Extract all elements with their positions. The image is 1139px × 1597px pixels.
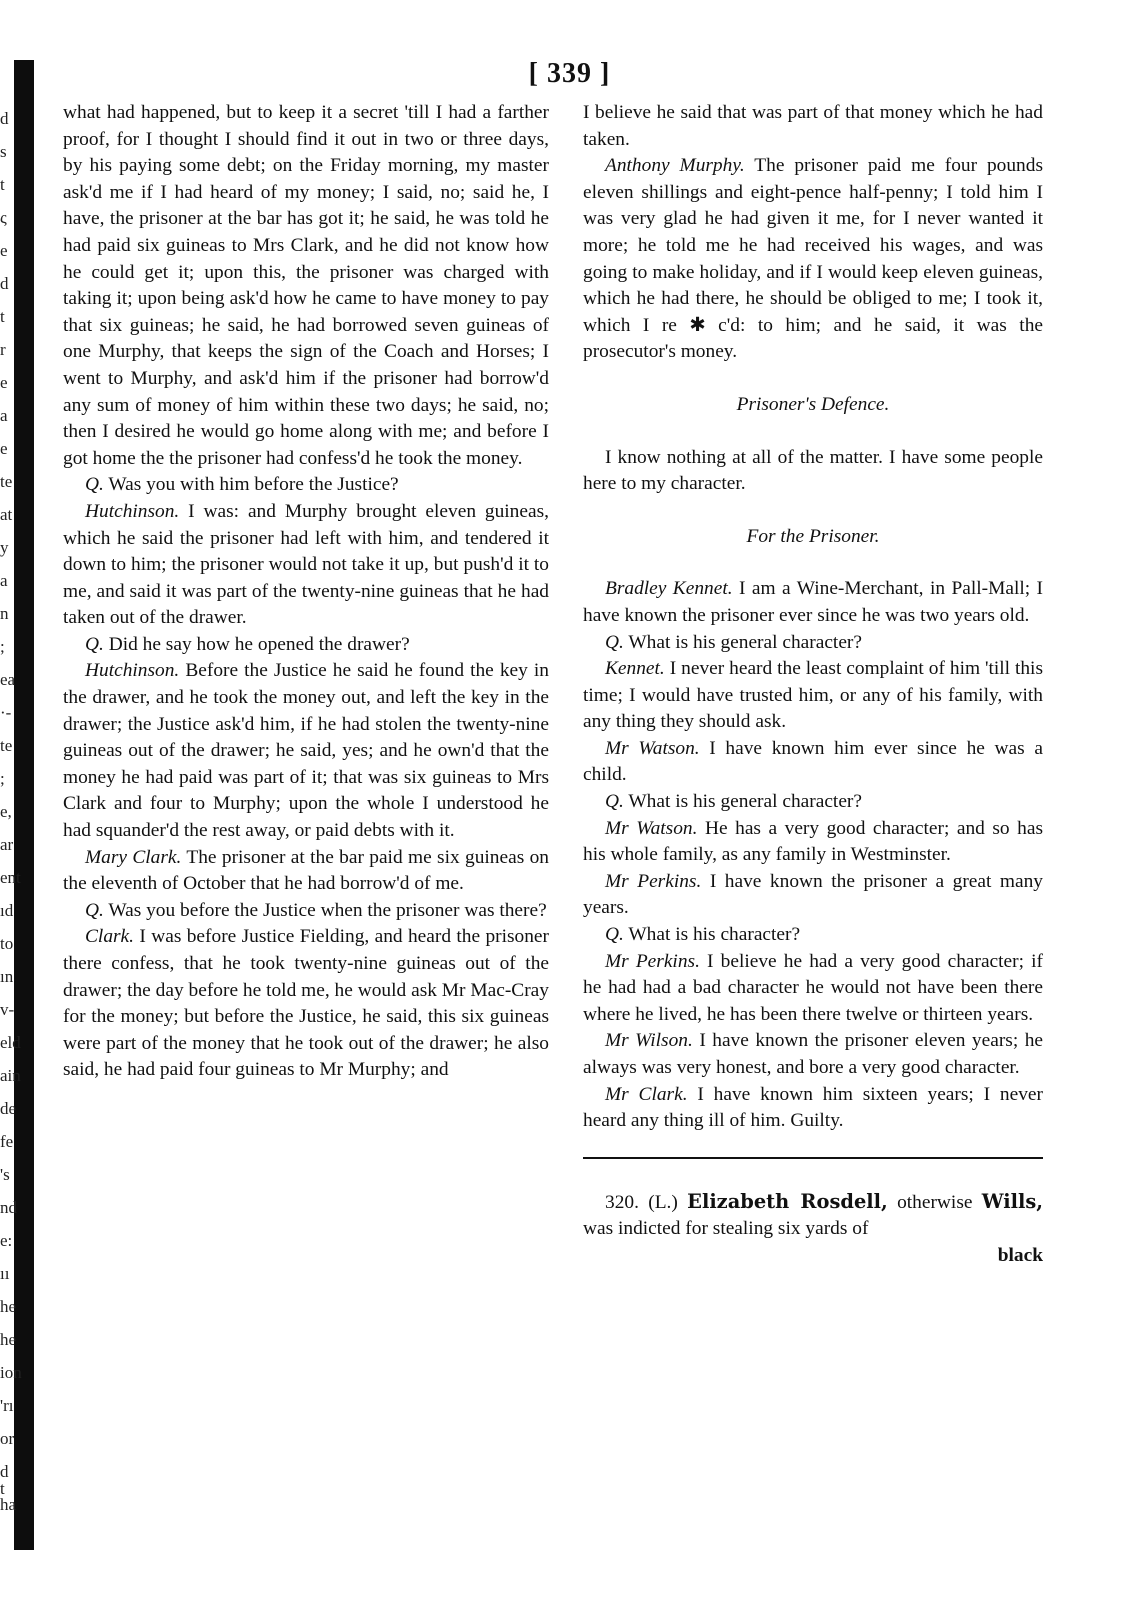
paragraph-text: Was you before the Justice when the prisoner was there? xyxy=(103,899,547,921)
edge-fragment: ıı xyxy=(0,1264,10,1283)
paragraph-text: I have known the prisoner a great many years. xyxy=(583,870,1043,919)
paragraph-text: I never heard the least complaint of him 'till this time; I would have trusted him, or any of his family, with any thing they should ask. xyxy=(583,658,1043,733)
speaker-name: Mr Clark. xyxy=(605,1083,688,1105)
paragraph-text: The prisoner at the bar paid me six guineas on the eleventh of October that he had borrow'd of me. xyxy=(63,846,549,895)
speaker-name: Q. xyxy=(85,633,104,655)
defendant-name: Elizabeth Rosdell, xyxy=(687,1189,888,1213)
case-text-1: otherwise xyxy=(887,1191,973,1213)
testimony-paragraph xyxy=(63,472,549,499)
edge-fragment: ; xyxy=(0,637,5,656)
for-prisoner-heading: For the Prisoner. xyxy=(746,525,880,547)
edge-fragment: t xyxy=(0,307,5,326)
speaker-name: Q. xyxy=(85,899,104,921)
case-divider xyxy=(583,1157,1043,1159)
edge-fragment: ς xyxy=(0,208,7,227)
edge-fragment: ıd xyxy=(0,901,14,920)
paragraph-text: What is his character? xyxy=(623,924,801,946)
testimony-paragraph xyxy=(583,922,1043,949)
testimony-paragraph xyxy=(583,100,1043,153)
testimony-paragraph xyxy=(583,869,1043,922)
speaker-name: Hutchinson. xyxy=(85,500,180,522)
edge-fragment: e xyxy=(0,439,8,458)
left-column xyxy=(63,100,549,1084)
paragraph-text: I was: and Murphy brought eleven guineas, which he said the prisoner had left with him, and tendered it down to him; the prisoner would not take it up, but push'd it to me, and said it was part of the twenty-nine guineas that he had taken out of the drawer. xyxy=(63,500,549,629)
testimony-paragraph xyxy=(583,656,1043,736)
paragraph-text: The prisoner paid me four pounds eleven shillings and eight-pence half-penny; I told him I was very glad he had given it me, for I never wanted it more; he told me he had received his wages, and was going to make holiday, and if I would keep eleven guineas, which he had there, he should be obliged to me; I took it, which I re ✱ c'd: to him; and he said, it was the prosecutor's money. xyxy=(583,155,1043,363)
speaker-name: Bradley Kennet. xyxy=(605,578,733,600)
edge-fragment: te xyxy=(0,472,13,491)
defence-heading: Prisoner's Defence. xyxy=(736,393,890,415)
edge-fragment: eld xyxy=(0,1033,21,1052)
edge-fragment: or xyxy=(0,1429,15,1448)
case-number: 320. (L.) xyxy=(605,1191,678,1213)
edge-fragment: ea xyxy=(0,670,16,689)
testimony-paragraph xyxy=(63,898,549,925)
edge-fragment: 's xyxy=(0,1165,10,1184)
paragraph-text: Before the Justice he said he found the key in the drawer, and he took the money out, and left the key in the drawer; the Justice ask'd him, if he had stolen the twenty-nine guineas out of the drawer; he said, yes; and he own'd that the money he had paid was part of it; that was six guineas to Mrs Clark and four to Murphy; upon the whole I understood he had squander'd the rest away, or paid debts with it. xyxy=(63,660,549,842)
edge-fragment: t xyxy=(0,175,5,194)
defence-text: I know nothing at all of the matter. I have some people here to my character. xyxy=(583,446,1043,495)
edge-fragment: s xyxy=(0,142,7,161)
edge-fragment: nd xyxy=(0,1198,17,1217)
paragraph-text: I have known him sixteen years; I never heard any thing ill of him. Guilty. xyxy=(583,1083,1043,1132)
edge-fragment: fe xyxy=(0,1132,14,1151)
testimony-paragraph xyxy=(583,816,1043,869)
testimony-paragraph xyxy=(63,100,549,472)
paragraph-text: I was before Justice Fielding, and heard the prisoner there confess, that he took twenty-nine guineas out of the drawer; the day before he told me, he would ask Mr Mac-Cray for the money; but before the Justice, he said, this six guineas were part of the money that he took out of the drawer; he also said, he had paid four guineas to Mr Murphy; and xyxy=(63,926,549,1081)
speaker-name: Q. xyxy=(605,631,624,653)
edge-fragment: e: xyxy=(0,1231,13,1250)
speaker-name: Clark. xyxy=(85,926,135,948)
paragraph-text: I believe he had a very good character; if he had had a bad character he would not have been there where he lived, he has been there twelve or thirteen years. xyxy=(583,950,1043,1025)
edge-fragment: r xyxy=(0,340,6,359)
testimony-paragraph xyxy=(583,736,1043,789)
paragraph-text: I am a Wine-Merchant, in Pall-Mall; I have known the prisoner ever since he was two years old. xyxy=(583,578,1043,626)
paragraph-text: Did he say how he opened the drawer? xyxy=(103,633,410,655)
right-column xyxy=(583,100,1043,1270)
edge-fragment: to xyxy=(0,934,14,953)
edge-fragment: d xyxy=(0,109,9,128)
edge-fragment: te xyxy=(0,736,13,755)
edge-fragment: a xyxy=(0,571,8,590)
edge-fragment: at xyxy=(0,505,13,524)
paragraph-text: Was you with him before the Justice? xyxy=(103,474,399,496)
defendant-alias: Wills, xyxy=(981,1189,1043,1213)
binding-shadow xyxy=(14,60,34,1550)
testimony-paragraph xyxy=(63,499,549,632)
new-case-entry xyxy=(583,1189,1043,1243)
paragraph-text: What is his general character? xyxy=(623,791,862,813)
page-number: [ 339 ] xyxy=(528,58,611,89)
case-text-2: was indicted for stealing six yards of xyxy=(583,1218,869,1240)
edge-fragment: he xyxy=(0,1330,17,1349)
paragraph-text: I have known him ever since he was a child. xyxy=(583,737,1043,786)
speaker-name: Mr Watson. xyxy=(605,737,700,759)
speaker-name: Anthony Murphy. xyxy=(605,155,745,177)
edge-fragment: n xyxy=(0,604,9,623)
edge-fragment: 'rı xyxy=(0,1396,14,1415)
edge-fragment: ; xyxy=(0,769,5,788)
edge-fragment: ın xyxy=(0,967,14,986)
paragraph-text: What is his general character? xyxy=(623,631,862,653)
edge-fragment: d xyxy=(0,274,9,293)
edge-fragment: e xyxy=(0,373,8,392)
testimony-paragraph xyxy=(63,658,549,844)
testimony-paragraph xyxy=(583,630,1043,657)
speaker-name: Q. xyxy=(605,791,624,813)
catchword: black xyxy=(997,1244,1043,1266)
speaker-name: Mr Wilson. xyxy=(605,1030,693,1052)
edge-fragment: de xyxy=(0,1099,17,1118)
paragraph-text: I believe he said that was part of that money which he had taken. xyxy=(583,102,1043,150)
edge-fragment: ·- xyxy=(0,703,12,722)
speaker-name: Q. xyxy=(605,924,624,946)
edge-fragment: d t xyxy=(0,1462,9,1498)
testimony-paragraph xyxy=(63,632,549,659)
speaker-name: Mr Watson. xyxy=(605,817,698,839)
edge-fragment: e, xyxy=(0,802,12,821)
edge-fragment: e xyxy=(0,241,8,260)
adjacent-page-fragments xyxy=(0,109,22,1550)
edge-fragment: ent xyxy=(0,868,21,887)
speaker-name: Mr Perkins. xyxy=(605,950,700,972)
edge-fragment: ar xyxy=(0,835,14,854)
testimony-paragraph xyxy=(583,1082,1043,1135)
speaker-name: Q. xyxy=(85,474,104,496)
speaker-name: Kennet. xyxy=(605,658,665,680)
edge-fragment: he xyxy=(0,1297,17,1316)
testimony-paragraph xyxy=(63,845,549,898)
testimony-paragraph xyxy=(583,789,1043,816)
testimony-paragraph xyxy=(583,949,1043,1029)
paragraph-text: He has a very good character; and so has his whole family, as any family in Westminster. xyxy=(583,817,1043,866)
speaker-name: Mr Perkins. xyxy=(605,870,702,892)
testimony-paragraph xyxy=(583,153,1043,366)
testimony-paragraph xyxy=(583,1028,1043,1081)
edge-fragment: ion xyxy=(0,1363,22,1382)
paragraph-text: I have known the prisoner eleven years; he always was very honest, and bore a very good character. xyxy=(583,1030,1043,1078)
speaker-name: Hutchinson. xyxy=(85,660,180,682)
paragraph-text: what had happened, but to keep it a secret 'till I had a farther proof, for I thought I should find it out in two or three days, by his paying some debt; on the Friday morning, my master ask'd me if I had heard of my money; I said, no; said he, I have, the prisoner at the bar has got it; he said, he was told he had paid six guineas to Mrs Clark, and he did not know how he could get it; upon this, the prisoner was charged with taking it; upon being ask'd how he came to have money to pay that six guineas; he said, he had borrowed seven guineas of one Murphy, that keeps the sign of the Coach and Horses; I went to Murphy, and ask'd him if the prisoner had borrow'd any sum of money of him within these two days; he said, no; then I desired he would go home along with me; and before I got home the the prisoner had confess'd he took the money. xyxy=(63,102,549,469)
edge-fragment: ain xyxy=(0,1066,21,1085)
edge-fragment: a xyxy=(0,406,8,425)
edge-fragment: v- xyxy=(0,1000,15,1019)
edge-fragment: y xyxy=(0,538,9,557)
testimony-paragraph xyxy=(63,924,549,1084)
testimony-paragraph xyxy=(583,576,1043,629)
speaker-name: Mary Clark. xyxy=(85,846,182,868)
edge-fragment: ha xyxy=(0,1495,17,1514)
